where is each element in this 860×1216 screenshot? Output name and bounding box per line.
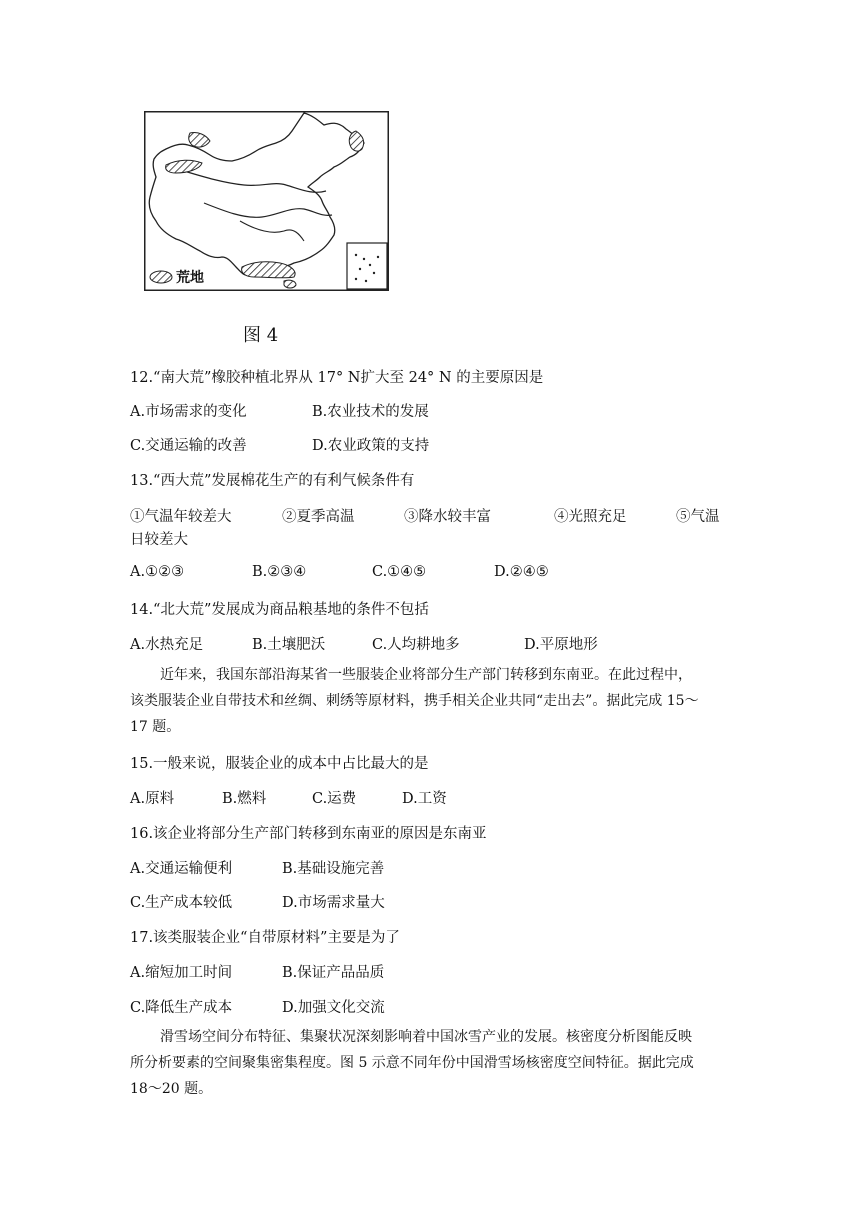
q13-option-c[interactable]: C.①④⑤ — [372, 564, 427, 580]
q17-option-b[interactable]: B.保证产品品质 — [282, 965, 385, 981]
q15-option-a[interactable]: A.原料 — [130, 791, 175, 807]
q17-stem: 17.该类服装企业“自带原材料”主要是为了 — [130, 930, 400, 946]
q16-stem: 16.该企业将部分生产部门转移到东南亚的原因是东南亚 — [130, 826, 487, 842]
passage2-line2: 所分析要素的空间聚集密集程度。图 5 示意不同年份中国滑雪场核密度空间特征。据此完成 — [130, 1055, 694, 1071]
q17-option-d[interactable]: D.加强文化交流 — [282, 1000, 385, 1016]
legend-hatch-swatch — [150, 271, 172, 283]
q13-item-1: ①气温年较差大 — [130, 509, 232, 525]
q15-option-d[interactable]: D.工资 — [402, 791, 447, 807]
q14-option-b[interactable]: B.土壤肥沃 — [252, 637, 326, 653]
passage-18-20 — [130, 1024, 730, 1102]
q15-option-c[interactable]: C.运费 — [312, 791, 357, 807]
q12-option-a[interactable]: A.市场需求的变化 — [130, 404, 247, 420]
wasteland-hainan — [284, 280, 296, 288]
q13-item-4: ④光照充足 — [554, 509, 627, 525]
q13-item-5-cont: 日较差大 — [130, 532, 188, 548]
passage2-line3: 18～20 题。 — [130, 1081, 213, 1097]
q13-option-a[interactable]: A.①②③ — [130, 564, 185, 580]
q12-option-d[interactable]: D.农业政策的支持 — [312, 438, 430, 454]
q13-item-2: ②夏季高温 — [282, 509, 355, 525]
passage1-line3: 17 题。 — [130, 719, 181, 735]
q16-option-d[interactable]: D.市场需求量大 — [282, 895, 385, 911]
south-sea-inset — [347, 243, 387, 289]
q17-option-c[interactable]: C.降低生产成本 — [130, 1000, 233, 1016]
q12-option-c[interactable]: C.交通运输的改善 — [130, 438, 247, 454]
q12-option-b[interactable]: B.农业技术的发展 — [312, 404, 429, 420]
q12-stem: 12.“南大荒”橡胶种植北界从 17° N扩大至 24° N 的主要原因是 — [130, 370, 544, 386]
q14-option-d[interactable]: D.平原地形 — [524, 637, 598, 653]
q16-option-c[interactable]: C.生产成本较低 — [130, 895, 233, 911]
china-wasteland-map — [144, 111, 389, 291]
passage-15-17 — [130, 662, 730, 740]
q15-option-b[interactable]: B.燃料 — [222, 791, 267, 807]
passage2-line1: 滑雪场空间分布特征、集聚状况深刻影响着中国冰雪产业的发展。核密度分析图能反映 — [160, 1029, 692, 1045]
q13-item-3: ③降水较丰富 — [404, 509, 491, 525]
q13-stem: 13.“西大荒”发展棉花生产的有利气候条件有 — [130, 473, 415, 489]
q13-item-5: ⑤气温 — [676, 509, 720, 525]
figure-caption: 图 4 — [243, 325, 279, 346]
legend-label: 荒地 — [176, 270, 204, 286]
map-svg — [144, 111, 389, 291]
q14-option-a[interactable]: A.水热充足 — [130, 637, 204, 653]
q13-option-b[interactable]: B.②③④ — [252, 564, 307, 580]
q16-option-a[interactable]: A.交通运输便利 — [130, 861, 233, 877]
q14-option-c[interactable]: C.人均耕地多 — [372, 637, 460, 653]
passage1-line2: 该类服装企业自带技术和丝绸、刺绣等原材料，携手相关企业共同“走出去”。据此完成 15～ — [130, 693, 699, 709]
q14-stem: 14.“北大荒”发展成为商品粮基地的条件不包括 — [130, 602, 429, 618]
q17-option-a[interactable]: A.缩短加工时间 — [130, 965, 233, 981]
passage1-line1: 近年来，我国东部沿海某省一些服装企业将部分生产部门转移到东南亚。在此过程中， — [160, 667, 692, 683]
q13-option-d[interactable]: D.②④⑤ — [494, 564, 549, 580]
q16-option-b[interactable]: B.基础设施完善 — [282, 861, 385, 877]
q15-stem: 15.一般来说，服装企业的成本中占比最大的是 — [130, 756, 429, 772]
